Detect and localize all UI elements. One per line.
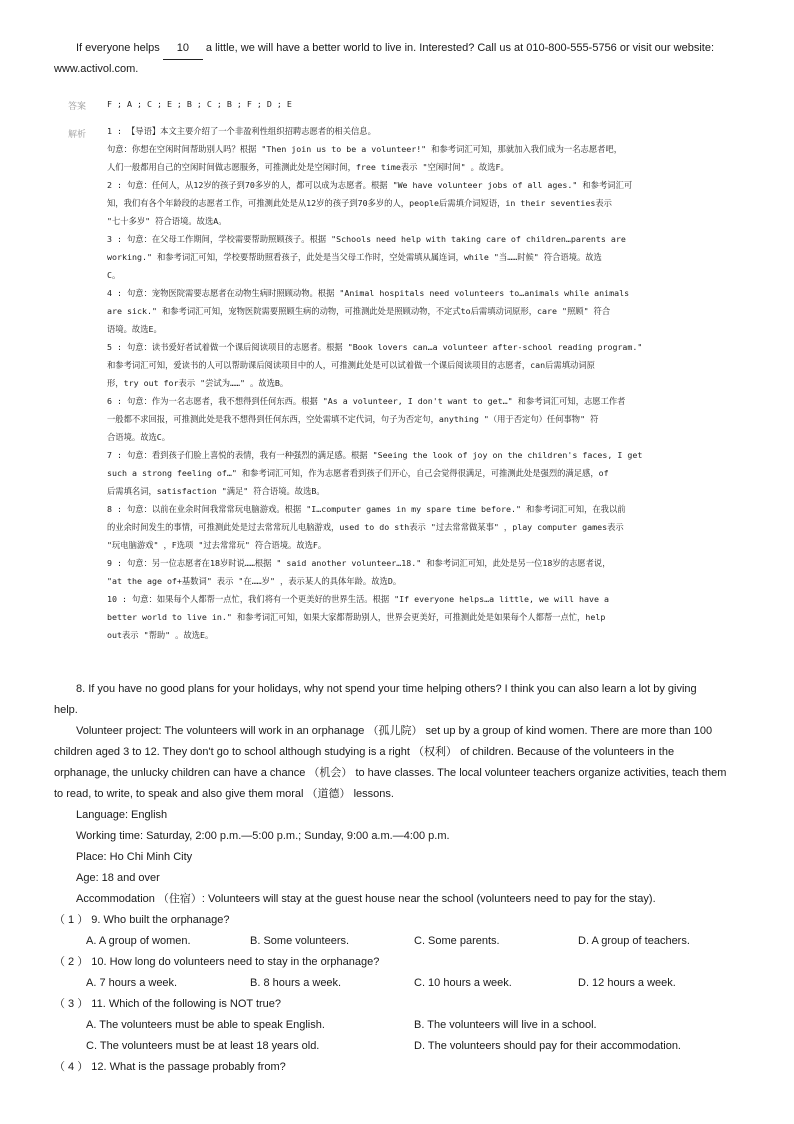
analysis-block xyxy=(107,122,642,644)
question-number: （ 1 ） xyxy=(54,914,89,926)
intro-line-2: www.activol.com. xyxy=(54,63,139,75)
passage-line: Age: 18 and over xyxy=(76,872,160,884)
analysis-line: out表示 "帮助" 。故选E。 xyxy=(107,630,214,640)
question-number: （ 4 ） xyxy=(54,1061,89,1073)
passage-line: Volunteer project: The volunteers will work in an orphanage （孤儿院） set up by a group of kind women. There are more than 100 xyxy=(76,725,713,737)
analysis-line: 5 : 句意：读书爱好者试着做一个课后阅读项目的志愿者。根据 "Book lovers can…a volunteer after-school reading program." xyxy=(107,342,643,352)
analysis-line: 人们一般都用自己的空闲时间做志愿服务，可推测此处是空闲时间，free time表示 "空闲时间" 。故选F。 xyxy=(107,162,509,172)
question-number: （ 3 ） xyxy=(54,998,89,1010)
passage-line: children aged 3 to 12. They don't go to school although studying is a right （权利） of children. Because of the volunteers in the xyxy=(54,746,675,758)
analysis-line: better world to live in." 和参考词汇可知，如果大家都帮助别人，世界会更美好，可推测此处是如果每个人都帮一点忙，help xyxy=(107,612,606,622)
option-d[interactable]: D. 12 hours a week. xyxy=(578,977,676,989)
analysis-line: 合语境。故选C。 xyxy=(107,432,171,442)
analysis-line: 3 : 句意：在父母工作期间，学校需要帮助照顾孩子。根据 "Schools need help with taking care of children…parents are xyxy=(107,234,626,244)
passage-line: Working time: Saturday, 2:00 p.m.—5:00 p.m.; Sunday, 9:00 a.m.—4:00 p.m. xyxy=(76,830,450,842)
option-c[interactable]: C. 10 hours a week. xyxy=(414,977,512,989)
analysis-line: 语境。故选E。 xyxy=(107,324,162,334)
analysis-line: 6 : 句意：作为一名志愿者，我不想得到任何东西。根据 "As a volunteer, I don't want to get…" 和参考词汇可知，志愿工作者 xyxy=(107,396,626,406)
question-text: 10. How long do volunteers need to stay in the orphanage? xyxy=(91,956,380,968)
analysis-line: 1 : 【导语】本文主要介绍了一个非盈利性组织招聘志愿者的相关信息。 xyxy=(107,126,376,136)
analysis-line: 10 : 句意：如果每个人都帮一点忙，我们将有一个更美好的世界生活。根据 "If everyone helps…a little, we will have a xyxy=(107,594,609,604)
analysis-line: 后需填名词，satisfaction "满足" 符合语境。故选B。 xyxy=(107,486,325,496)
analysis-line: 知，我们有各个年龄段的志愿者工作，可推测此处是从12岁的孩子到70多岁的人，people后需填介词短语，in their seventies表示 xyxy=(107,198,612,208)
analysis-line: "at the age of+基数词" 表示 "在……岁" ，表示某人的具体年龄。故选D。 xyxy=(107,576,402,586)
question-text: 12. What is the passage probably from? xyxy=(91,1061,286,1073)
analysis-label: 解析 xyxy=(68,130,87,140)
intro-line-1 xyxy=(76,38,714,60)
analysis-line: 8 : 句意：以前在业余时间我常常玩电脑游戏。根据 "I…computer games in my spare time before." 和参考词汇可知，在我以前 xyxy=(107,504,626,514)
question-4 xyxy=(54,1057,286,1078)
analysis-line: 2 : 句意：任何人，从12岁的孩子到70多岁的人，都可以成为志愿者。根据 "We have volunteer jobs of all ages." 和参考词汇可 xyxy=(107,180,633,190)
passage-line: to read, to write, to speak and also give them moral （道德） lessons. xyxy=(54,788,394,800)
passage-line: 8. If you have no good plans for your holidays, why not spend your time helping others? I think you can also learn a lot by giving xyxy=(76,683,697,695)
option-b[interactable]: B. 8 hours a week. xyxy=(250,977,342,989)
analysis-line: 4 : 句意：宠物医院需要志愿者在动物生病时照顾动物。根据 "Animal hospitals need volunteers to…animals while animals xyxy=(107,288,630,298)
option-c[interactable]: C. The volunteers must be at least 18 years old. xyxy=(86,1040,320,1052)
blank-10: 10 xyxy=(163,38,203,60)
passage-line: orphanage, the unlucky children can have a chance （机会） to have classes. The local volunteer teachers organize activities, teach them xyxy=(54,767,727,779)
option-c[interactable]: C. Some parents. xyxy=(414,935,500,947)
analysis-line: 一般都不求回报，可推测此处是我不想得到任何东西，空处需填不定代词，句子为否定句，anything "（用于否定句）任何事物" 符 xyxy=(107,414,599,424)
option-a[interactable]: A. 7 hours a week. xyxy=(86,977,178,989)
option-d[interactable]: D. A group of teachers. xyxy=(578,935,690,947)
analysis-line: 7 : 句意：看到孩子们脸上喜悦的表情，我有一种强烈的满足感。根据 "Seeing the look of joy on the children's faces, I get xyxy=(107,450,643,460)
analysis-line: such a strong feeling of…" 和参考词汇可知，作为志愿者看到孩子们开心，自己会觉得很满足，可推测此处是强烈的满足感，of xyxy=(107,468,609,478)
analysis-line: working." 和参考词汇可知，学校要帮助照看孩子，此处是当父母工作时，空处需填从属连词，while "当……时候" 符合语境。故选 xyxy=(107,252,602,262)
question-1 xyxy=(54,910,230,931)
analysis-line: "七十多岁" 符合语境。故选A。 xyxy=(107,216,227,226)
passage-line: help. xyxy=(54,704,78,716)
passage-line: Language: English xyxy=(76,809,168,821)
intro-text-rest: a little, we will have a better world to live in. Interested? Call us at 010-800-555-5756 or visit our website: xyxy=(202,42,714,54)
passage-line: Place: Ho Chi Minh City xyxy=(76,851,193,863)
analysis-line: 9 : 句意：另一位志愿者在18岁时说……根据 " said another volunteer…18." 和参考词汇可知，此处是另一位18岁的志愿者说， xyxy=(107,558,611,568)
option-b[interactable]: B. Some volunteers. xyxy=(250,935,350,947)
option-a[interactable]: A. The volunteers must be able to speak English. xyxy=(86,1019,325,1031)
analysis-line: are sick." 和参考词汇可知，宠物医院需要照顾生病的动物，可推测此处是照顾动物，不定式to后需填动词原形，care "照顾" 符合 xyxy=(107,306,611,316)
answer-text: F ; A ; C ; E ; B ; C ; B ; F ; D ; E xyxy=(107,99,292,109)
answer-label: 答案 xyxy=(68,102,87,112)
passage-line: Accommodation （住宿）: Volunteers will stay at the guest house near the school (volunteers need to pay for the stay). xyxy=(76,893,656,905)
option-a[interactable]: A. A group of women. xyxy=(86,935,191,947)
question-2 xyxy=(54,952,379,973)
analysis-line: 形，try out for表示 "尝试为……" 。故选B。 xyxy=(107,378,289,388)
question-text: 9. Who built the orphanage? xyxy=(91,914,230,926)
analysis-line: C。 xyxy=(107,270,121,280)
intro-text: If everyone helps xyxy=(76,42,163,54)
option-b[interactable]: B. The volunteers will live in a school. xyxy=(414,1019,597,1031)
analysis-line: "玩电脑游戏" ，F选项 "过去常常玩" 符合语境。故选F。 xyxy=(107,540,327,550)
question-number: （ 2 ） xyxy=(54,956,89,968)
analysis-line: 和参考词汇可知，爱读书的人可以帮助课后阅读项目中的人，可推测此处是可以试着做一个课后阅读项目的志愿者，can后需填动词原 xyxy=(107,360,595,370)
analysis-line: 句意：你想在空闲时间帮助别人吗？根据 "Then join us to be a volunteer!" 和参考词汇可知，那就加入我们成为一名志愿者吧， xyxy=(107,144,623,154)
question-3 xyxy=(54,994,281,1015)
question-text: 11. Which of the following is NOT true? xyxy=(91,998,282,1010)
analysis-line: 的业余时间发生的事情，可推测此处是过去常常玩儿电脑游戏，used to do sth表示 "过去常常做某事" ，play computer games表示 xyxy=(107,522,624,532)
option-d[interactable]: D. The volunteers should pay for their accommodation. xyxy=(414,1040,681,1052)
